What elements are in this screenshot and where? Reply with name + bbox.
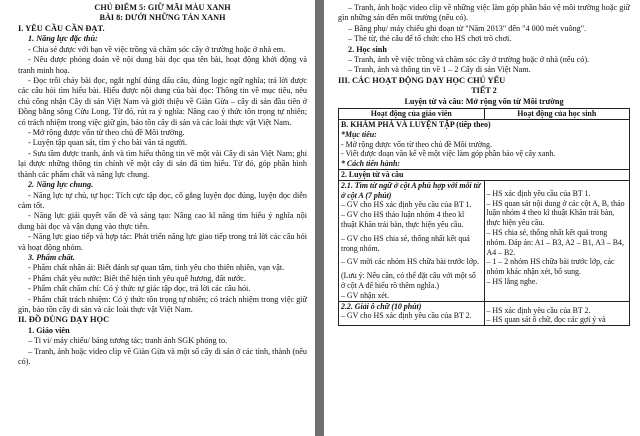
page-left-text [18, 3, 307, 368]
goal-title: *Mục tiêu: [341, 129, 377, 139]
student-step-4: – 1 – 2 nhóm HS chữa bài trước lớp, các nhóm khác nhận xét, bổ sung. [486, 257, 615, 277]
lesson-activity-table [338, 108, 630, 326]
page2-line: – Thẻ từ, thẻ câu để tổ chức cho HS chơi trò chơi. [348, 34, 512, 44]
page1-line: – Tranh, ảnh hoặc video clip về Giàn Gừa và một số cây di sản ở các tỉnh, thành (nếu có). [18, 346, 307, 367]
student-step-2: – HS quan sát nội dung ở các cột A, B, thảo luận nhóm 4 theo kĩ thuật Khăn trải bàn, thực hiện yêu cầu. [486, 198, 625, 228]
student-step-3: – HS chia sẻ, thống nhất kết quả trong nhóm. Đáp án: A1 – B3, A2 – B1, A3 – B4, A4 – B2. [486, 228, 624, 257]
student-cell [484, 180, 630, 301]
page1-line: BÀI 8: DƯỚI NHỮNG TÁN XANH [99, 13, 226, 23]
teacher-step-4: – GV mời các nhóm HS chữa bài trước lớp. [341, 257, 479, 267]
page2-line: III. CÁC HOẠT ĐỘNG DẠY HỌC CHỦ YẾU [338, 75, 506, 85]
goal-1: - Mở rộng được vốn từ theo chủ đề Môi trường. [341, 139, 492, 149]
page1-line: - Chia sẻ được với bạn về việc trồng và chăm sóc cây ở trường hoặc ở nhà em. [28, 44, 286, 54]
header-student: Hoạt động của học sinh [484, 109, 630, 120]
document-page-left [0, 0, 315, 436]
teacher-step-1: – GV cho HS xác định yêu cầu của BT 1. [341, 200, 472, 210]
student-step-1: – HS xác định yêu cầu của BT 1. [486, 188, 591, 198]
page1-line: 1. Năng lực đặc thù: [28, 34, 98, 44]
page1-line: CHỦ ĐIỂM 5: GIỮ MÃI MÀU XANH [94, 3, 231, 12]
teacher-step-2: – GV cho HS thảo luận nhóm 4 theo kĩ thuật Khăn trải bàn, thực hiện yêu cầu. [341, 210, 465, 230]
page2-line: – Tranh, ảnh về việc trồng và chăm sóc cây ở trường hoặc ở nhà (nếu có). [348, 55, 590, 65]
teacher-cell-2 [339, 301, 485, 326]
page2-line: Luyện từ và câu: Mở rộng vốn từ Môi trường [404, 96, 564, 106]
page1-line: II. ĐỒ DÙNG DẠY HỌC [18, 315, 110, 325]
teacher-step-3: – GV cho HS chia sẻ, thống nhất kết quả trong nhóm. [341, 233, 470, 253]
page1-line: - Năng lực tự chủ, tự học: Tích cực tập đọc, cố gắng luyện đọc đúng, luyện đọc diễn cảm tốt. [18, 190, 307, 210]
page1-line: – Ti vi/ máy chiếu/ bảng tương tác; tranh ảnh SGK phóng to. [28, 336, 228, 346]
page1-line: - Phẩm chất yêu nước: Biết thể hiện tình yêu quê hương, đất nước. [28, 273, 246, 283]
page2-line: – Tranh, ảnh hoặc video clip về những việc làm góp phần bảo vệ môi trường hoặc giữ gìn những sản đến môi trường (nếu có). [338, 3, 630, 23]
teacher-cell [339, 180, 485, 301]
page2-line: 2. Học sinh [348, 44, 387, 54]
page-right-text [338, 3, 630, 107]
student-step-6: – HS xác định yêu cầu của BT 2. [486, 305, 591, 315]
page1-line: - Luyện tập quan sát, tìm ý cho bài văn tả người. [28, 138, 188, 148]
item-2-title: 2. Luyện từ và câu [339, 170, 630, 181]
page2-line: – Băng phụ/ máy chiếu ghi đoạn từ "Năm 2013" đến "4 000 mét vuông". [348, 23, 587, 33]
document-page-right [324, 0, 640, 436]
page2-line: TIẾT 2 [471, 86, 497, 96]
page1-line: 2. Năng lực chung. [28, 180, 94, 190]
page2-line: – Tranh, ảnh và thông tin về 1 – 2 Cây di sản Việt Nam. [348, 65, 531, 75]
page1-line: I. YÊU CẦU CẦN ĐẠT. [18, 23, 105, 33]
page1-line: - Sưu tầm được tranh, ảnh và tìm hiểu thông tin về một vài Cây di sản Việt Nam; ghi lại được những thông tin chính về một cây di sản đã tìm hiểu. Từ đó, góp phần hình thành các phẩm chất và năng lực chung. [18, 148, 307, 179]
header-teacher: Hoạt động của giáo viên [339, 109, 485, 120]
teacher-step-6: – GV cho HS xác định yêu cầu của BT 2. [341, 311, 472, 321]
item-22-title: 2.2. Giải ô chữ (10 phút) [341, 301, 422, 311]
section-row [339, 120, 630, 170]
page1-line: - Phẩm chất trách nhiệm: Có ý thức tôn trọng tự nhiên; có trách nhiệm trong việc giữ gìn, bảo tồn cây di sản và các loài thực vật Việt Nam. [18, 294, 307, 314]
page1-line: - Đọc trôi chảy bài đọc, ngắt nghỉ đúng dấu câu, đúng logic ngữ nghĩa; trả lời được các câu hỏi tìm hiểu bài. Hiểu được nội dung của bài đọc: Thông tin về mục tiêu, nêu chủ công nhận Cây di sản Việt Nam và giới thiệu về Giàn Gừa – cây di sản đầu tiên ở Đồng bằng sông Cửu Long. Từ đó, rút ra ý nghĩa: Nâng cao ý thức tôn trọng tự nhiên; có trách nhiệm trong việc giữ gìn, bảo tồn cây di sản và các loài thực vật Việt Nam. [18, 76, 307, 127]
page1-line: - Nêu được phỏng đoán về nội dung bài đọc qua tên bài, hoạt động khởi động và tranh minh hoạ. [18, 55, 307, 75]
student-step-7: – HS quan sát ô chữ, đọc các gợi ý và [486, 315, 606, 325]
page1-line: - Năng lực giao tiếp và hợp tác: Phát triển năng lực giao tiếp trong trả lời các câu hỏi và hoạt động nhóm. [18, 232, 307, 252]
goal-2: - Viết được đoạn văn kể về một việc làm góp phần bảo vệ cây xanh. [341, 149, 556, 159]
page1-line: - Phẩm chất chăm chỉ: Có ý thức tự giác tập đọc, trả lời các câu hỏi. [28, 284, 251, 294]
teacher-step-5: – GV nhận xét. [341, 290, 390, 300]
page1-line: - Năng lực giải quyết vấn đề và sáng tạo: Nâng cao kĩ năng tìm hiểu ý nghĩa nội dung bài đọc và vận dụng vào thực tiễn. [18, 211, 307, 231]
page1-line: 3. Phẩm chất. [28, 252, 75, 262]
page1-line: 1. Giáo viên [28, 325, 70, 335]
page1-line: - Phẩm chất nhân ái: Biết đánh sự quan tâm, tình yêu cho thiên nhiên, vạn vật. [28, 263, 285, 273]
student-cell-2 [484, 301, 630, 326]
item-21-title: 2.1. Tìm từ ngữ ở cột A phù hợp với mỗi từ ở cột A (7 phút) [341, 180, 481, 200]
section-title: B. KHÁM PHÁ VÀ LUYỆN TẬP (tiếp theo) [341, 120, 491, 130]
method-title: * Cách tiến hành: [341, 159, 400, 169]
page1-line: - Mở rộng được vốn từ theo chủ đề Môi trường. [28, 128, 185, 138]
student-step-5: – HS lắng nghe. [486, 277, 538, 286]
teacher-note: (Lưu ý: Nếu cần, có thể đặt câu với một số ở cột A để hiểu rõ thêm nghĩa.) [341, 271, 476, 290]
